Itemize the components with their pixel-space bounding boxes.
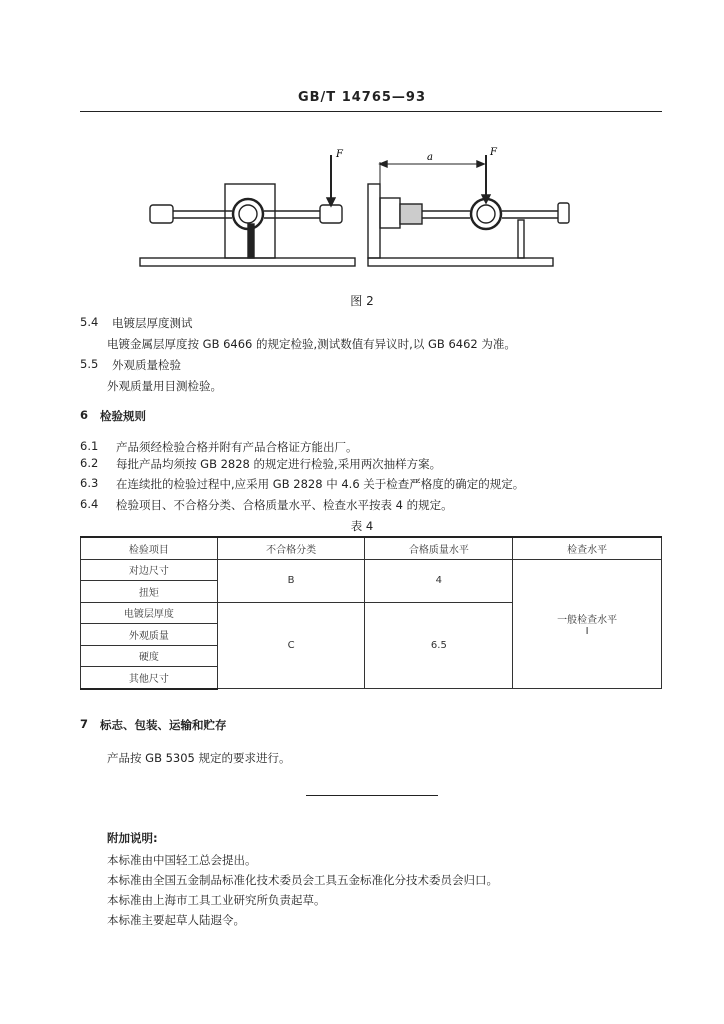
table-header-aql: 合格质量水平	[365, 537, 513, 559]
wrench-right-end	[320, 205, 342, 223]
rule-6-1-text: 产品须经检验合格并附有产品合格证方能出厂。	[116, 440, 358, 454]
section-5-5-title: 外观质量检验	[112, 358, 181, 372]
section-5-4-title: 电镀层厚度测试	[112, 316, 193, 330]
table-cell-class-c: C	[217, 602, 365, 689]
rule-6-4-text: 检验项目、不合格分类、合格质量水平、检查水平按表 4 的规定。	[116, 498, 453, 512]
table-header-item: 检验项目	[81, 537, 218, 559]
table-cell-item: 对边尺寸	[81, 559, 218, 581]
table-cell-aql-4: 4	[365, 559, 513, 602]
dimension-a-label: a	[427, 152, 433, 163]
table-cell-item: 电镀层厚度	[81, 602, 218, 624]
force-label-left: F	[336, 149, 343, 160]
force-label-right: F	[490, 147, 497, 158]
section-7-title: 标志、包装、运输和贮存	[100, 718, 227, 732]
section-7-number: 7	[80, 717, 89, 731]
table-header-level: 检查水平	[513, 537, 662, 559]
table-caption: 表 4	[350, 519, 374, 533]
rule-6-4-number: 6.4	[80, 497, 99, 511]
inspection-level-text: 一般检查水平	[557, 614, 618, 626]
table-cell-inspection-level	[513, 559, 662, 689]
inspection-level-roman: I	[585, 625, 589, 637]
notes-line-3: 本标准由上海市工具工业研究所负责起草。	[107, 893, 326, 907]
notes-line-1: 本标准由中国轻工总会提出。	[107, 853, 257, 867]
section-6-title: 检验规则	[100, 409, 146, 423]
page-header: GB/T 14765—93	[297, 90, 427, 105]
table-4	[80, 536, 662, 690]
table-cell-item: 扭矩	[81, 581, 218, 603]
base-plate-right	[368, 258, 553, 266]
notes-line-2: 本标准由全国五金制品标准化技术委员会工具五金标准化分技术委员会归口。	[107, 873, 498, 887]
section-5-5-number: 5.5	[80, 357, 99, 371]
figure-2-drawing	[130, 140, 570, 275]
section-5-4-text: 电镀金属层厚度按 GB 6466 的规定检验,测试数值有异议时,以 GB 6462 为准。	[107, 337, 516, 351]
base-plate-left	[140, 258, 355, 266]
notes-title: 附加说明:	[107, 831, 158, 845]
end-rule	[306, 795, 438, 796]
rule-6-2-text: 每批产品均须按 GB 2828 的规定进行检验,采用两次抽样方案。	[116, 457, 442, 471]
section-5-5-text: 外观质量用目测检验。	[107, 379, 222, 393]
table-cell-class-b: B	[217, 559, 365, 602]
section-5-4-number: 5.4	[80, 315, 99, 329]
wrench-left-end	[150, 205, 173, 223]
table-header-class: 不合格分类	[217, 537, 365, 559]
header-rule	[80, 111, 662, 112]
section-6-number: 6	[80, 408, 89, 422]
table-cell-item: 硬度	[81, 645, 218, 667]
rule-6-3-number: 6.3	[80, 476, 99, 490]
table-cell-item: 其他尺寸	[81, 667, 218, 689]
rule-6-2-number: 6.2	[80, 456, 99, 470]
section-7-text: 产品按 GB 5305 规定的要求进行。	[107, 751, 291, 765]
table-cell-item: 外观质量	[81, 624, 218, 646]
rule-6-1-number: 6.1	[80, 439, 99, 453]
notes-line-4: 本标准主要起草人陆遐令。	[107, 913, 245, 927]
figure-caption: 图 2	[350, 294, 374, 308]
table-cell-aql-6-5: 6.5	[365, 602, 513, 689]
rule-6-3-text: 在连续批的检验过程中,应采用 GB 2828 中 4.6 关于检查严格度的确定的规定。	[116, 477, 525, 491]
